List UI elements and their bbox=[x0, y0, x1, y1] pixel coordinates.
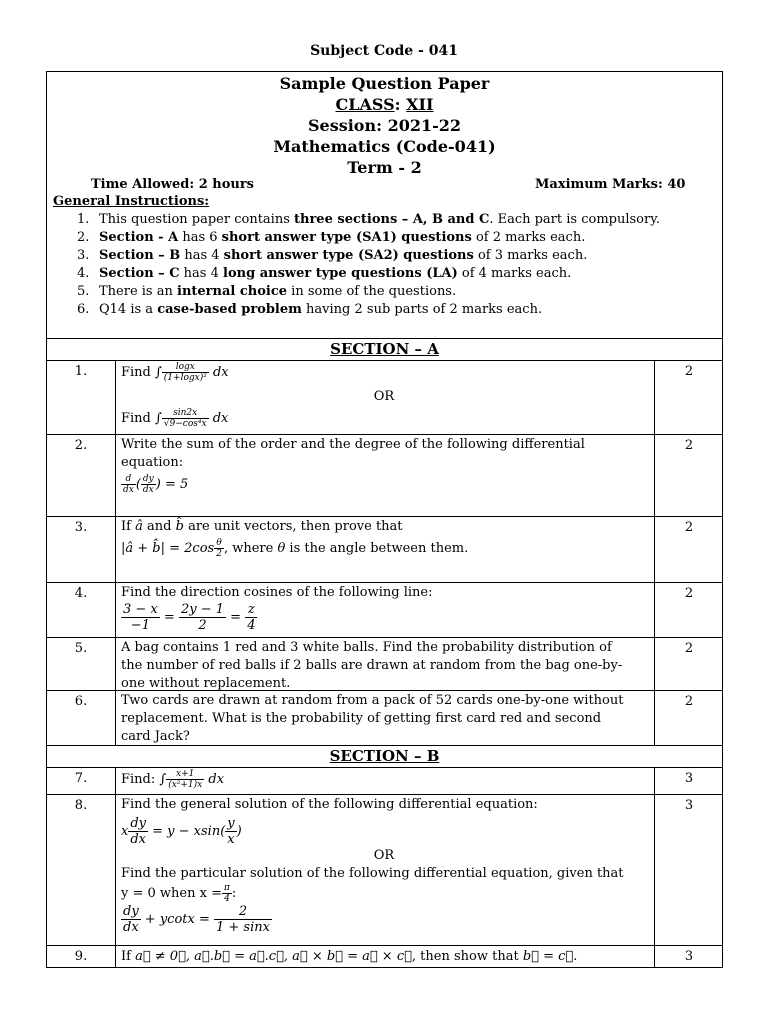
section-b-title: SECTION – B bbox=[329, 747, 440, 765]
question-number: 5. bbox=[74, 641, 88, 656]
question-marks: 2 bbox=[684, 641, 694, 656]
question-marks: 2 bbox=[684, 520, 694, 535]
class-label: CLASS bbox=[335, 95, 395, 114]
question-paper-frame bbox=[46, 71, 723, 968]
question-text: Find ∫ $\frac{\log x}{\text{(1+logx)²}}$ dx OR Find ∫ $\frac{\sin 2x}{\text{√9−cos⁴x}}$ dx bbox=[121, 362, 395, 429]
question-marks: 2 bbox=[684, 364, 694, 379]
divider bbox=[47, 945, 722, 946]
subject-line: Mathematics (Code-041) bbox=[273, 137, 496, 156]
time-value: 2 hours bbox=[198, 177, 255, 192]
divider bbox=[47, 637, 722, 638]
class-value: XII bbox=[406, 95, 434, 114]
question-text: If a⃗ ≠ 0⃗, a⃗.b⃗ = a⃗.c⃗, a⃗ × b⃗ = a⃗ × c⃗, then show that b⃗ = c⃗. bbox=[121, 949, 578, 964]
session-label: Session bbox=[307, 116, 377, 135]
question-number: 6. bbox=[74, 694, 88, 709]
session-line: Session: 2021-22 bbox=[307, 116, 462, 135]
paper-title: Sample Question Paper bbox=[279, 74, 490, 93]
marks-label: Maximum Marks bbox=[535, 177, 658, 192]
question-text: Find the direction cosines of the following line: $\frac{3 - x}{-1}$ = $\frac{2y - 1}{2}$ = $\frac{z}{4}$ bbox=[121, 585, 433, 633]
session-value: 2021-22 bbox=[387, 116, 462, 135]
column-divider bbox=[115, 767, 116, 968]
question-marks: 3 bbox=[684, 771, 694, 786]
question-number: 2. bbox=[74, 438, 88, 453]
instruction-item: 1. This question paper contains three sections – A, B and C. Each part is compulsory. bbox=[77, 212, 660, 227]
section-a-title: SECTION – A bbox=[330, 340, 439, 358]
subject-code: Subject Code - 041 bbox=[310, 43, 458, 59]
question-number: 3. bbox=[74, 520, 88, 535]
question-text: Find the general solution of the following differential equation: x $\frac{dy}{dx}$ = y − xsin( $\frac{y}{x}$ ) OR Find the particular solution of the following differential equation, given that y = 0 when x = $\frac{\pi}{4}$ : $\frac{dy}{dx}$ + ycotx = $\frac{2}{1 + \sin x}$ bbox=[121, 797, 624, 935]
maximum-marks: Maximum Marks: 40 bbox=[535, 177, 686, 192]
instructions-heading: General Instructions: bbox=[53, 194, 210, 209]
question-text: A bag contains 1 red and 3 white balls. Find the probability distribution of the number of red balls if 2 balls are drawn at random from the bag one-by- one without replacement. bbox=[121, 640, 623, 691]
instruction-item: 3. Section – B has 4 short answer type (SA2) questions of 3 marks each. bbox=[77, 248, 588, 263]
divider bbox=[47, 794, 722, 795]
question-text: Find: ∫ $\frac{x+1}{\text{(x²+1)x}}$ dx bbox=[121, 769, 225, 790]
divider bbox=[47, 434, 722, 435]
question-number: 7. bbox=[74, 771, 88, 786]
instruction-item: 5. There is an internal choice in some of the questions. bbox=[77, 284, 457, 299]
question-text: Two cards are drawn at random from a pack of 52 cards one-by-one without replacement. What is the probability of getting first card red and second card Jack? bbox=[121, 693, 624, 744]
question-text: If â and b̂ are unit vectors, then prove that |â + b̂| = 2cos $\frac{\theta}{2}$ , where θ is the angle between them. bbox=[121, 519, 469, 559]
divider bbox=[47, 338, 722, 339]
class-line: CLASS: XII bbox=[335, 95, 434, 114]
instruction-item: 2. Section - A has 6 short answer type (SA1) questions of 2 marks each. bbox=[77, 230, 586, 245]
question-marks: 3 bbox=[684, 798, 694, 813]
divider bbox=[47, 360, 722, 361]
marks-value: 40 bbox=[667, 177, 686, 192]
question-number: 8. bbox=[74, 798, 88, 813]
time-allowed: Time Allowed: 2 hours bbox=[91, 177, 255, 192]
divider bbox=[47, 582, 722, 583]
time-label: Time Allowed bbox=[91, 177, 190, 192]
question-marks: 3 bbox=[684, 949, 694, 964]
question-number: 1. bbox=[74, 364, 88, 379]
instruction-item: 6. Q14 is a case-based problem having 2 sub parts of 2 marks each. bbox=[77, 302, 543, 317]
question-text: Write the sum of the order and the degree of the following differential equation: $\frac{d}{dx}$ ( $\frac{dy}{dx}$ ) = 5 bbox=[121, 437, 585, 495]
divider bbox=[47, 516, 722, 517]
question-number: 9. bbox=[74, 949, 88, 964]
question-marks: 2 bbox=[684, 438, 694, 453]
question-number: 4. bbox=[74, 586, 88, 601]
question-marks: 2 bbox=[684, 586, 694, 601]
column-divider bbox=[654, 360, 655, 745]
question-marks: 2 bbox=[684, 694, 694, 709]
instruction-item: 4. Section – C has 4 long answer type questions (LA) of 4 marks each. bbox=[77, 266, 572, 281]
divider bbox=[47, 767, 722, 768]
column-divider bbox=[115, 360, 116, 745]
term-line: Term - 2 bbox=[347, 158, 422, 177]
